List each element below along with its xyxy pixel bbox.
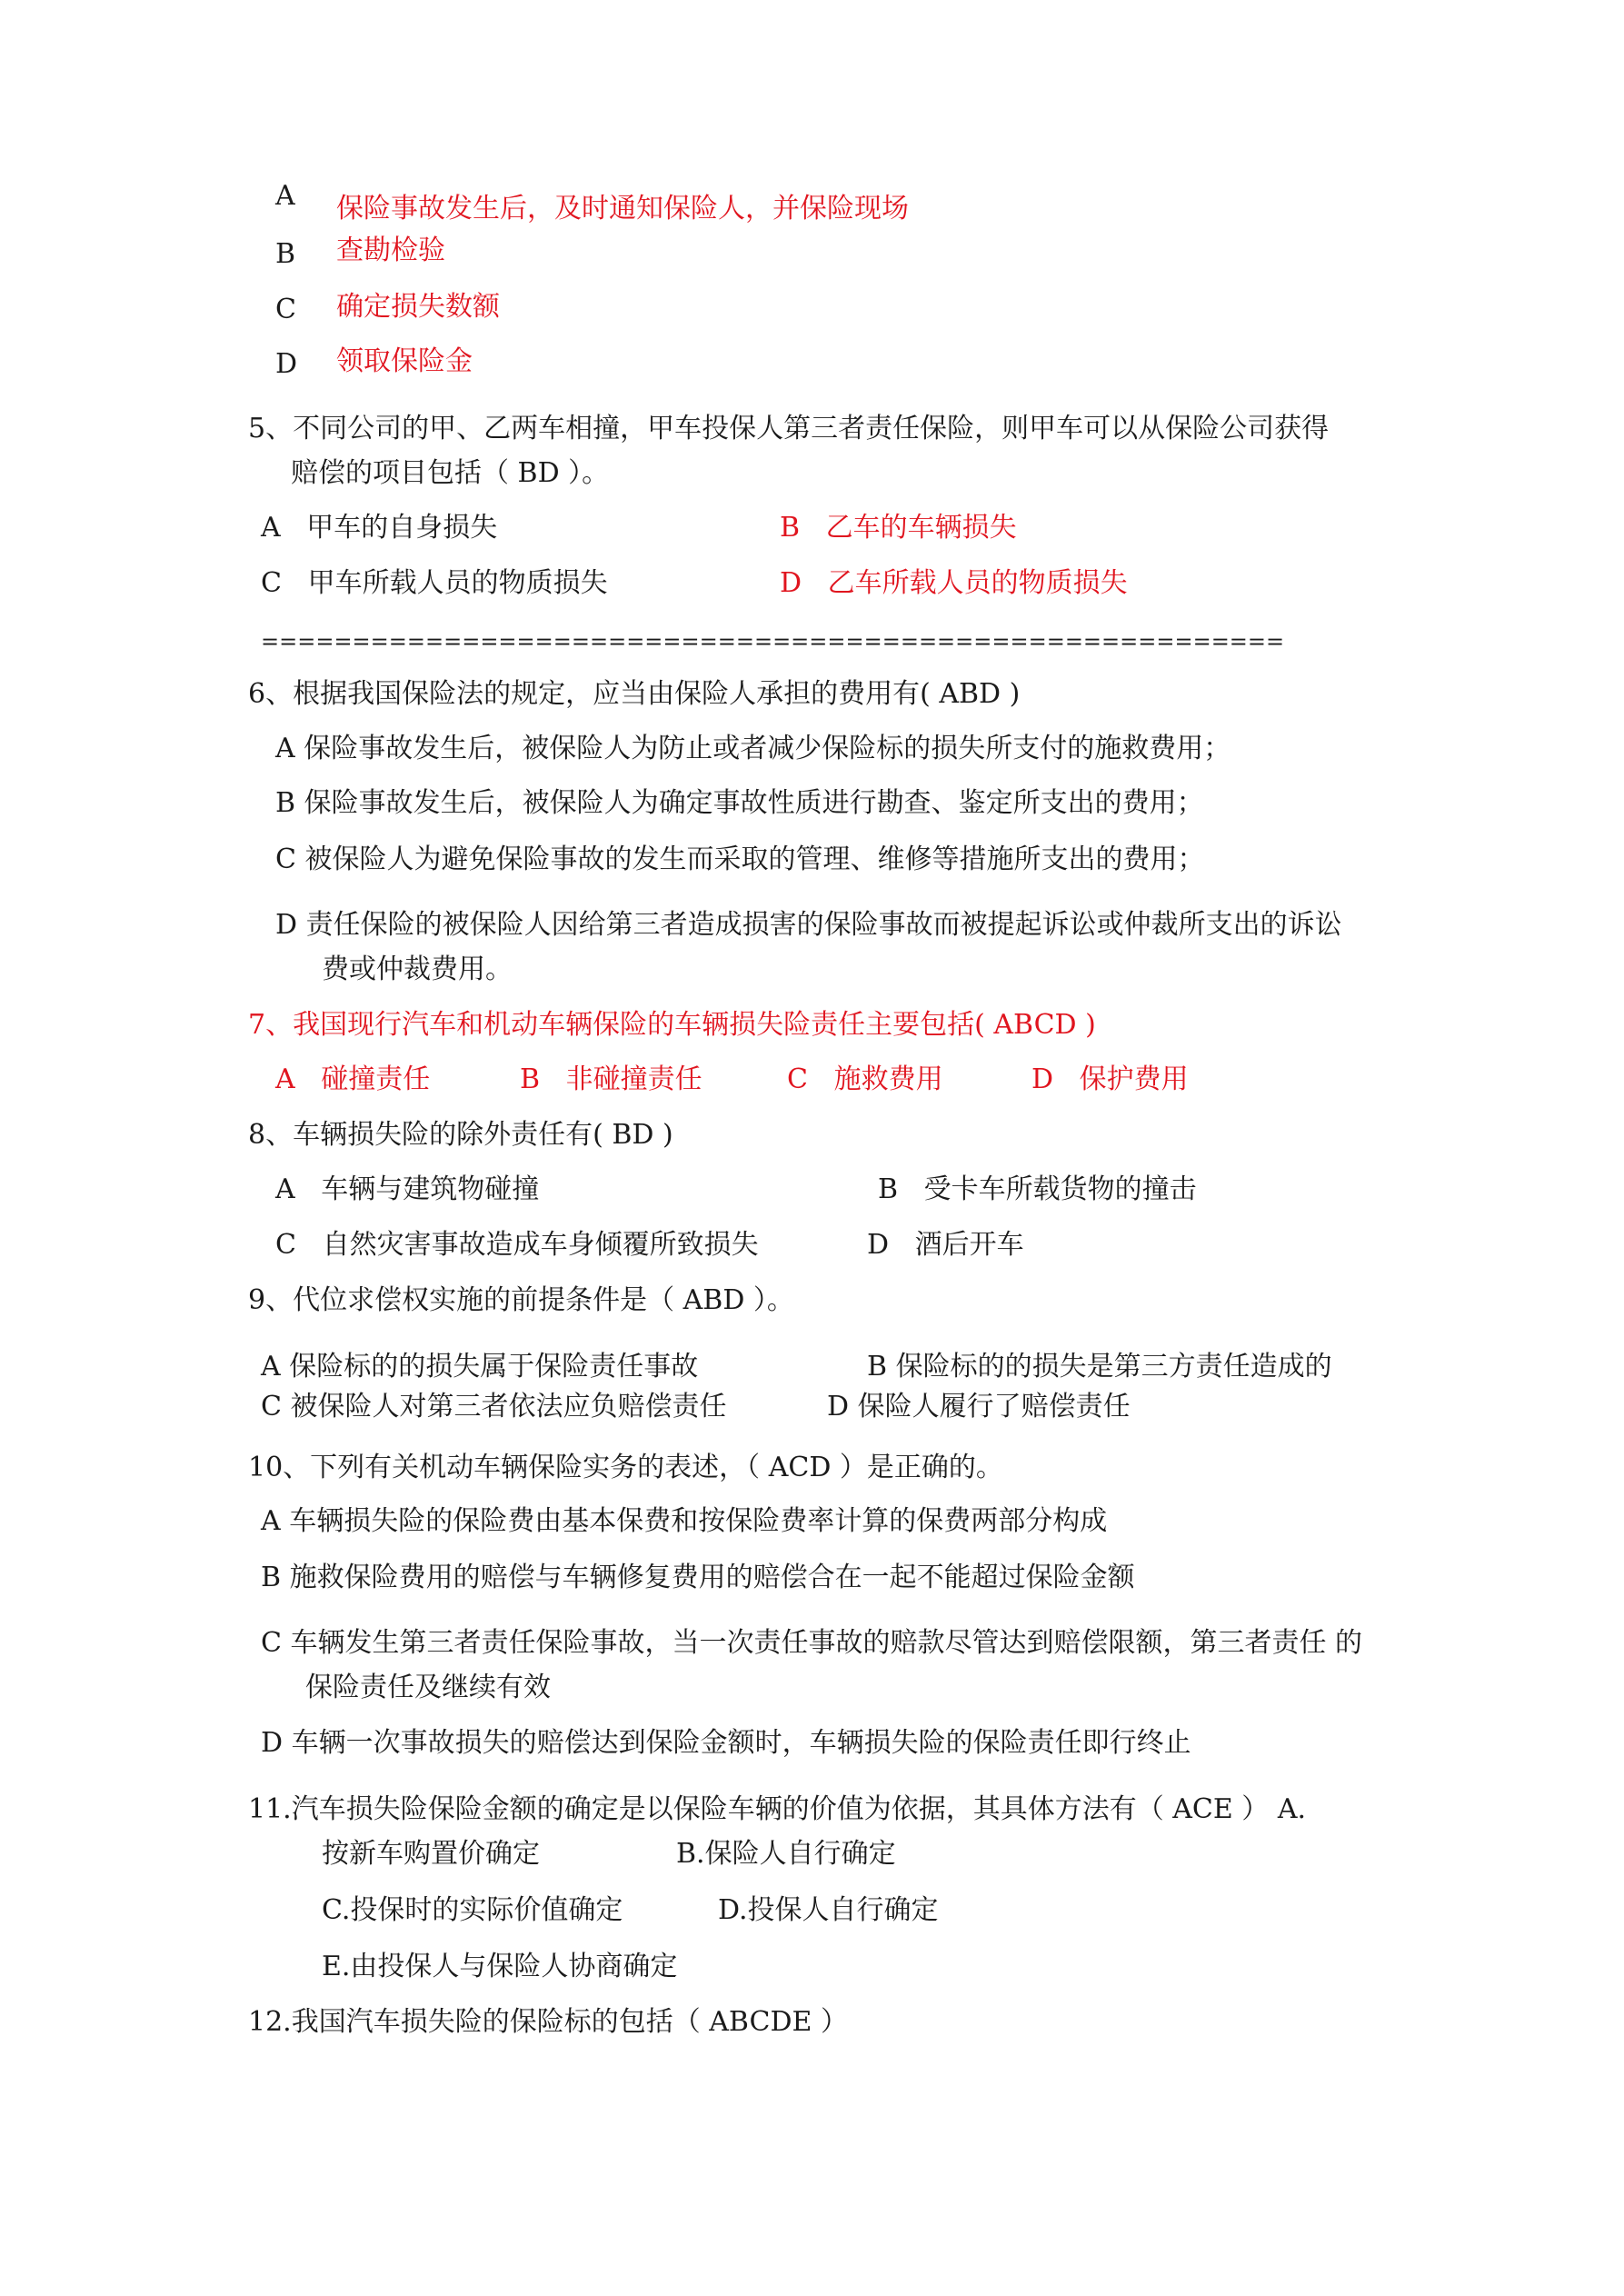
q9-option-b: B 保险标的的损失是第三方责任造成的 [867,1351,1332,1383]
q4-option-d-letter: D [275,348,298,380]
q5-option-d [780,567,1128,600]
q10-option-d: D 车辆一次事故损失的赔偿达到保险金额时，车辆损失险的保险责任即行终止 [261,1727,1191,1759]
q6-stem: 6、根据我国保险法的规定，应当由保险人承担的费用有( ABD ) [248,678,1021,710]
option-text: 甲车的自身损失 [306,512,498,544]
q7-option-a [275,1063,430,1096]
option-letter: D [780,567,802,599]
q7-option-c [787,1063,943,1096]
q11-option-e: E.由投保人与保险人协商确定 [322,1951,678,1982]
q5-option-a [261,512,497,544]
q10-option-b: B 施救保险费用的赔偿与车辆修复费用的赔偿合在一起不能超过保险金额 [261,1562,1135,1593]
option-text: 自然灾害事故造成车身倾覆所致损失 [322,1229,759,1261]
q9-stem: 9、代位求偿权实施的前提条件是（ ABD ）。 [248,1284,794,1316]
option-letter: C [787,1063,808,1095]
option-letter: A [275,1173,295,1205]
q10-option-a: A 车辆损失险的保险费由基本保费和按保险费率计算的保费两部分构成 [261,1505,1108,1537]
q4-option-a-text: 保险事故发生后，及时通知保险人，并保险现场 [336,193,909,225]
q8-option-c [275,1229,759,1262]
option-letter: B [780,512,801,544]
option-text: 施救费用 [833,1063,943,1095]
q4-option-c-letter: C [275,294,296,325]
q5-option-c [261,567,608,600]
option-text: 保护费用 [1079,1063,1189,1095]
option-text: 受卡车所载货物的撞击 [923,1173,1197,1205]
option-letter: D [867,1229,890,1261]
q11-option-d: D.投保人自行确定 [718,1894,939,1926]
q8-option-b [878,1173,1197,1206]
q6-option-c: C 被保险人为避免保险事故的发生而采取的管理、维修等措施所支出的费用； [275,844,1205,875]
option-text: 车辆与建筑物碰撞 [321,1173,540,1205]
q4-option-c-text: 确定损失数额 [336,291,500,323]
q8-option-a [275,1173,539,1206]
option-text: 甲车所载人员的物质损失 [307,567,608,599]
q11-option-c: C.投保时的实际价值确定 [322,1894,623,1926]
q5-stem-line1: 5、不同公司的甲、乙两车相撞，甲车投保人第三者责任保险，则甲车可以从保险公司获得 [248,413,1330,444]
q7-option-d [1031,1063,1189,1096]
option-letter: C [275,1229,296,1261]
q4-option-a-letter: A [275,180,295,212]
option-letter: B [878,1173,899,1205]
option-letter: D [1031,1063,1054,1095]
q9-option-c: C 被保险人对第三者依法应负赔偿责任 [261,1391,727,1423]
option-letter: A [275,1063,295,1095]
option-text: 乙车所载人员的物质损失 [827,567,1128,599]
option-text: 酒后开车 [914,1229,1024,1261]
q6-option-a: A 保险事故发生后，被保险人为防止或者减少保险标的损失所支付的施救费用； [275,733,1231,764]
option-text: 非碰撞责任 [565,1063,702,1095]
q5-stem-line2: 赔偿的项目包括（ BD ）。 [291,457,610,489]
option-text: 乙车的车辆损失 [825,512,1017,544]
q7-option-b [520,1063,702,1096]
q6-option-d: D 责任保险的被保险人因给第三者造成损害的保险事故而被提起诉讼或仲裁所支出的诉讼 [275,909,1342,941]
option-letter: B [520,1063,541,1095]
q10-stem: 10、下列有关机动车辆保险实务的表述，（ ACD ）是正确的。 [248,1452,1003,1483]
q12-stem: 12.我国汽车损失险的保险标的包括（ ABCDE ） [248,2006,848,2038]
q8-option-d [867,1229,1024,1262]
q11-option-a-text: 按新车购置价确定 [322,1838,540,1870]
q9-option-d: D 保险人履行了赔偿责任 [827,1391,1131,1423]
q6-option-d-continued: 费或仲裁费用。 [322,953,513,985]
q11-stem-line1: 11.汽车损失险保险金额的确定是以保险车辆的价值为依据，其具体方法有（ ACE ） A. [248,1793,1307,1825]
q7-stem: 7、我国现行汽车和机动车辆保险的车辆损失险责任主要包括( ABCD ) [248,1009,1096,1041]
q4-option-b-letter: B [275,238,296,270]
q6-option-b: B 保险事故发生后，被保险人为确定事故性质进行勘查、鉴定所支出的费用； [275,787,1204,819]
option-letter: A [261,512,281,544]
q11-option-b: B.保险人自行确定 [676,1838,896,1870]
q9-option-a: A 保险标的的损失属于保险责任事故 [261,1351,699,1383]
q10-option-c: C 车辆发生第三者责任保险事故，当一次责任事故的赔款尽管达到赔偿限额，第三者责任 的 [261,1627,1363,1659]
option-text: 碰撞责任 [321,1063,431,1095]
q4-option-b-text: 查勘检验 [336,235,445,266]
q4-option-d-text: 领取保险金 [336,345,473,377]
q8-stem: 8、车辆损失险的除外责任有( BD ) [248,1119,673,1151]
option-letter: C [261,567,282,599]
q10-option-c-continued: 保险责任及继续有效 [305,1672,551,1703]
divider-line: ======================================================== [261,629,1285,654]
q5-option-b [780,512,1017,544]
